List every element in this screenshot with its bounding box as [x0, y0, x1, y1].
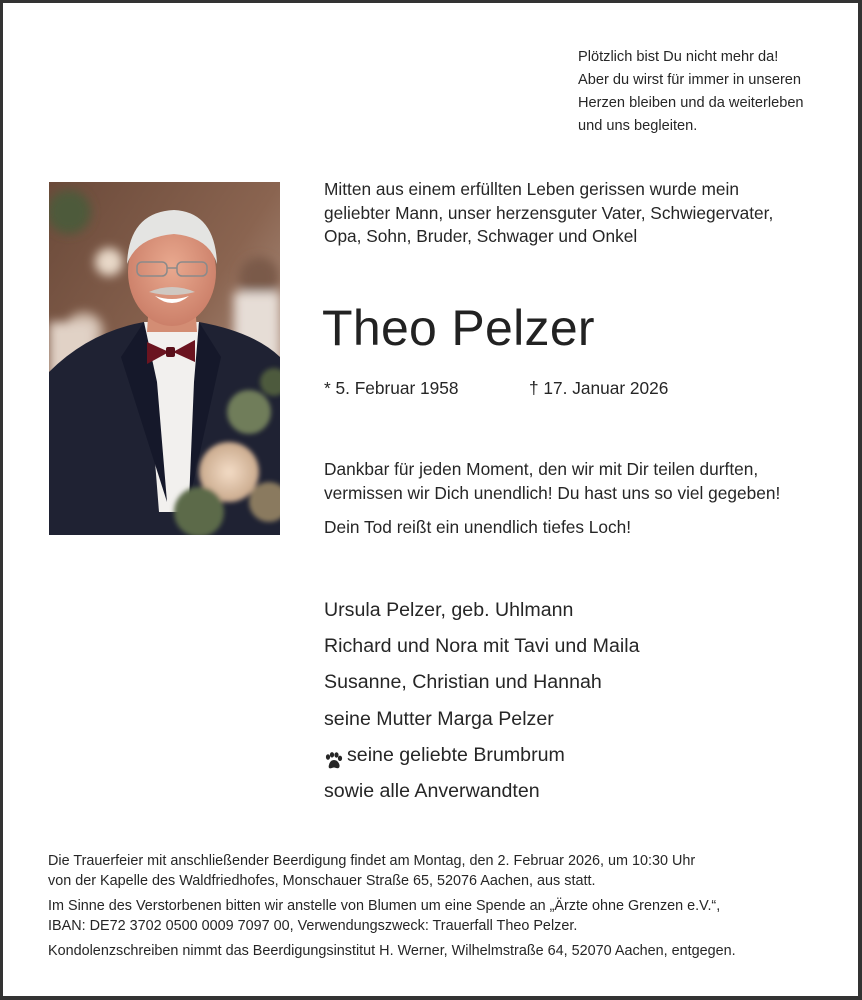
intro-text — [324, 178, 773, 249]
motto-poem — [578, 46, 804, 138]
motto-line: und uns begleiten. — [578, 118, 698, 134]
mourner-name: seine Mutter Marga Pelzer — [324, 707, 554, 730]
donation-line: IBAN: DE72 3702 0500 0009 7097 00, Verwendungszweck: Trauerfall Theo Pelzer. — [48, 917, 578, 934]
donation-info — [48, 897, 736, 936]
paw-icon — [324, 746, 343, 764]
portrait-photo — [49, 182, 280, 535]
motto-line: Herzen bleiben und da weiterleben — [578, 95, 804, 111]
mourner-name: Richard und Nora mit Tavi und Maila — [324, 635, 640, 658]
thanks-line: Dankbar für jeden Moment, den wir mit Dir teilen durften, — [324, 459, 759, 479]
ceremony-line: von der Kapelle des Waldfriedhofes, Monschauer Straße 65, 52076 Aachen, aus statt. — [48, 872, 596, 889]
mourner-item — [324, 737, 639, 773]
mourner-item — [324, 628, 639, 664]
thanks-text — [324, 457, 780, 539]
intro-line: geliebter Mann, unser herzensguter Vater, Schwiegervater, — [324, 202, 774, 223]
mourners-list — [324, 592, 639, 809]
funeral-details — [48, 852, 736, 962]
intro-line: Opa, Sohn, Bruder, Schwager und Onkel — [324, 226, 638, 246]
mourner-name: Ursula Pelzer, geb. Uhlmann — [324, 599, 574, 621]
mourner-item — [324, 701, 639, 737]
mourner-item — [324, 664, 639, 700]
deceased-name: Theo Pelzer — [322, 300, 595, 356]
mourner-item — [324, 773, 639, 809]
ceremony-line: Die Trauerfeier mit anschließender Beerdigung findet am Montag, den 2. Februar 2026, um 10:30 Uhr — [48, 853, 696, 869]
death-date: † 17. Januar 2026 — [529, 378, 669, 398]
thanks-line: vermissen wir Dich unendlich! Du hast uns so viel gegeben! — [324, 483, 781, 503]
motto-line: Aber du wirst für immer in unseren — [578, 72, 802, 88]
mourner-name: sowie alle Anverwandten — [324, 780, 540, 803]
mourner-name: seine geliebte Brumbrum — [347, 743, 565, 766]
mourner-name: Susanne, Christian und Hannah — [324, 671, 602, 694]
thanks-closing: Dein Tod reißt ein unendlich tiefes Loch! — [324, 517, 632, 537]
motto-line: Plötzlich bist Du nicht mehr da! — [578, 49, 779, 65]
donation-line: Im Sinne des Verstorbenen bitten wir anstelle von Blumen um eine Spende an „Ärzte ohne Grenzen e.V.“, — [48, 898, 721, 914]
ceremony-info — [48, 852, 736, 891]
birth-date: * 5. Februar 1958 — [324, 378, 459, 398]
intro-line: Mitten aus einem erfüllten Leben gerissen wurde mein — [324, 179, 739, 199]
condolence-info: Kondolenzschreiben nimmt das Beerdigungsinstitut H. Werner, Wilhelmstraße 64, 52070 Aachen, entgegen. — [48, 943, 736, 959]
mourner-item — [324, 592, 639, 628]
